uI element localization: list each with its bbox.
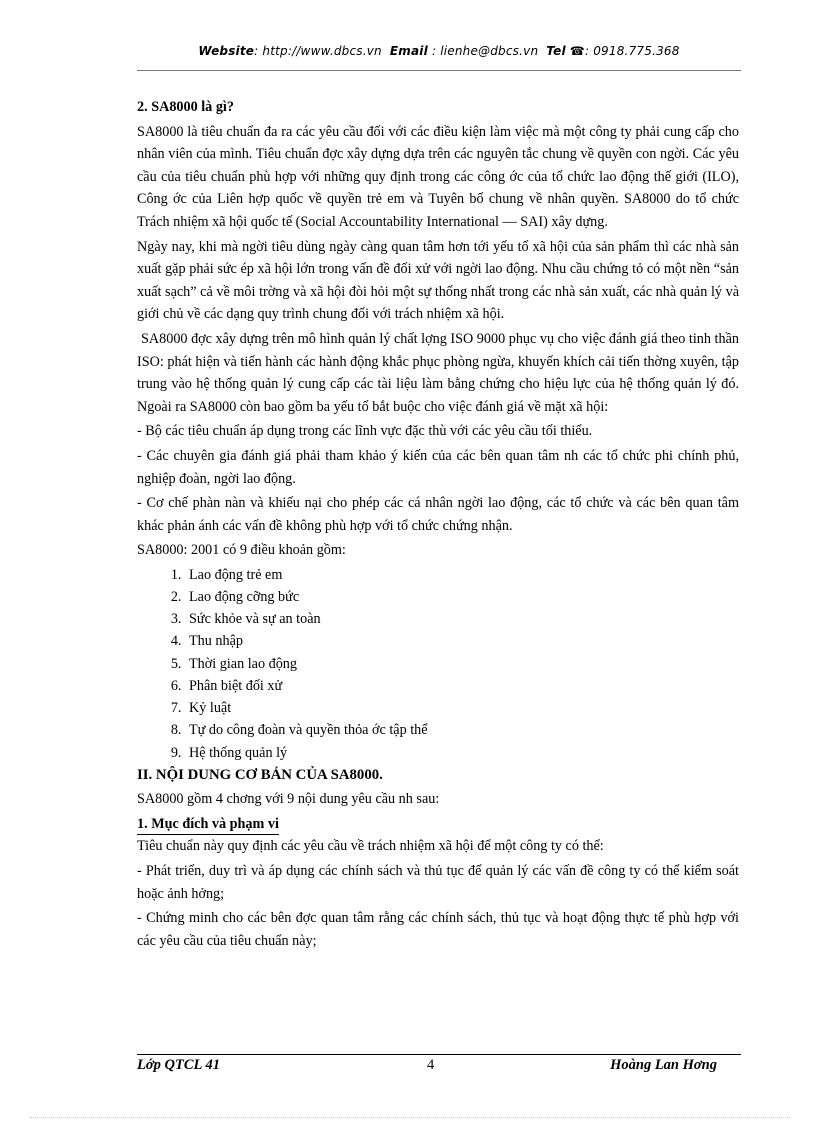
website-value: : http://www.dbcs.vn [254, 44, 382, 58]
clause-list [137, 564, 739, 764]
list-item: 1. Lao động trẻ em [185, 564, 739, 586]
heading-purpose-wrapper [137, 813, 739, 836]
paragraph-chapters: SA8000 gồm 4 chơng với 9 nội dung yêu cầu nh sau: [137, 791, 440, 808]
paragraph-context: Ngày nay, khi mà ngời tiêu dùng ngày càng quan tâm hơn tới yếu tố xã hội của sản phẩm thì các nhà sản xuất gặp phải sức ép xã hội lớn trong vấn đề đối xử với ngời lao động. Nhu cầu chứng tỏ có một nền “sản xuất sạch” cả về môi trờng và xã hội đòi hỏi một sự thống nhất trong các nhà sản xuất, các nhà quản lý và giới chủ về các dạng quy trình chung đối với trách nhiệm xã hội. [137, 238, 739, 323]
list-item: 9. Hệ thống quản lý [185, 742, 739, 764]
heading-what-is-sa8000: 2. SA8000 là gì? [137, 99, 234, 115]
footer-author: Hoàng Lan Hơng [610, 1057, 717, 1073]
page-bottom-edge [30, 1117, 790, 1118]
list-item: 7. Kỷ luật [185, 697, 739, 719]
bullet-develop: - Phát triển, duy trì và áp dụng các chính sách và thủ tục để quản lý các vấn đề công ty có thể kiểm soát hoặc ảnh hởng; [137, 863, 739, 902]
bullet-auditors: - Các chuyên gia đánh giá phải tham khảo ý kiến của các bên quan tâm nh các tổ chức phi chính phủ, nghiệp đoàn, ngời lao động. [137, 447, 739, 487]
bullet-complaints: - Cơ chế phàn nàn và khiếu nại cho phép các cá nhân ngời lao động, các tổ chức và các bên quan tâm khác phản ánh các vấn đề không phù hợp với tổ chức chứng nhận. [137, 495, 739, 534]
header-divider [137, 70, 741, 71]
page-number: 4 [427, 1057, 435, 1073]
website-label: Website [198, 44, 255, 58]
list-item: 8. Tự do công đoàn và quyền thỏa ớc tập thể [185, 719, 739, 741]
paragraph-iso-model: SA8000 đợc xây dựng trên mô hình quản lý chất lợng ISO 9000 phục vụ cho việc đánh giá theo tinh thần ISO: phát hiện và tiến hành các hành động khắc phục phòng ngừa, khuyến khích cải tiến thờng xuyên, tập trung vào hệ thống quản lý cung cấp các tài liệu làm bằng chứng cho hiệu lực của hệ thống quản lý đó. Ngoài ra SA8000 còn bao gồm ba yếu tố bắt buộc cho việc đánh giá về mặt xã hội: [137, 330, 739, 415]
list-item: 6. Phân biệt đối xử [185, 675, 739, 697]
list-item: 3. Sức khỏe và sự an toàn [185, 608, 739, 630]
email-label: Email [389, 44, 428, 58]
document-body [137, 96, 739, 954]
page-header [137, 44, 741, 58]
bullet-demonstrate: - Chứng minh cho các bên đợc quan tâm rằng các chính sách, thủ tục và hoạt động thực tế phù hợp với các yêu cầu của tiêu chuẩn này; [137, 910, 739, 949]
paragraph-requirements: Tiêu chuẩn này quy định các yêu cầu về trách nhiệm xã hội để một công ty có thể: [137, 838, 604, 855]
footer-divider [137, 1054, 741, 1055]
phone-icon: ☎ [569, 44, 585, 58]
email-value: : lienhe@dbcs.vn [431, 44, 539, 58]
list-item: 2. Lao động cỡng bức [185, 586, 739, 608]
paragraph-definition: SA8000 là tiêu chuẩn đa ra các yêu cầu đối với các điều kiện làm việc mà một công ty phải cung cấp cho nhân viên của mình. Tiêu chuẩn đợc xây dựng dựa trên các nguyên tắc chung về quyền con ngời. Các yêu cầu của tiêu chuẩn phù hợp với những quy định trong các công ớc của tổ chức lao động thế giới (ILO), Công ớc của Liên hợp quốc về quyền trẻ em và Tuyên bố chung về nhân quyền. SA8000 do tổ chức Trách nhiệm xã hội quốc tế (Social Accountability International — SAI) xây dựng. [137, 123, 739, 230]
bullet-standards: - Bộ các tiêu chuẩn áp dụng trong các lĩnh vực đặc thù với các yêu cầu tối thiểu. [137, 423, 593, 440]
tel-value: : 0918.775.368 [584, 44, 680, 58]
list-item: 5. Thời gian lao động [185, 653, 739, 675]
page-footer [137, 1057, 717, 1077]
list-item: 4. Thu nhập [185, 630, 739, 652]
heading-section-2: II. NỘI DUNG CƠ BẢN CỦA SA8000. [137, 766, 383, 783]
paragraph-clauses-intro: SA8000: 2001 có 9 điều khoản gồm: [137, 542, 346, 559]
heading-purpose-scope: 1. Mục đích và phạm vi [137, 814, 279, 835]
footer-class: Lớp QTCL 41 [137, 1057, 220, 1073]
tel-label: Tel [546, 44, 566, 58]
